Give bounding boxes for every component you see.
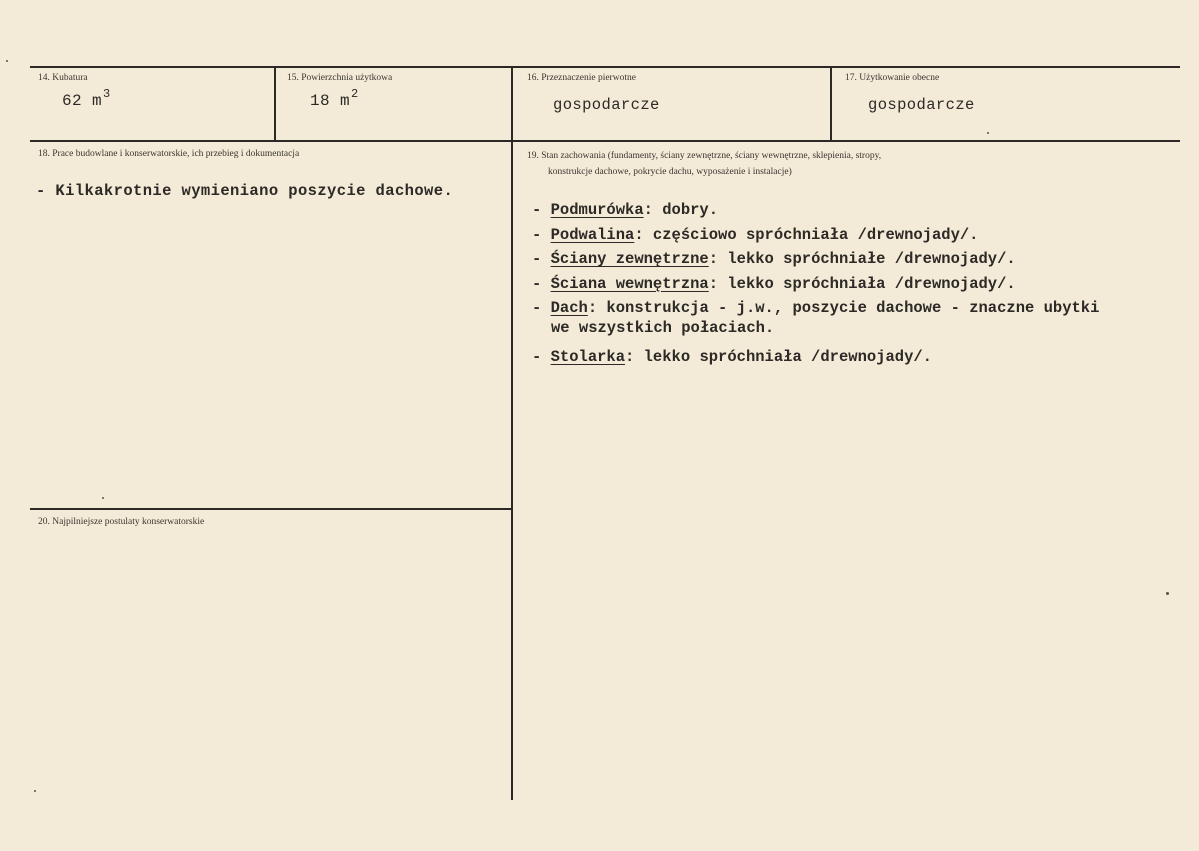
field-19-label-line2: konstrukcje dachowe, pokrycie dachu, wyposażenie i instalacje) — [548, 167, 792, 177]
paper-speck — [1166, 592, 1169, 595]
condition-item-text: : częściowo spróchniała /drewnojady/. — [634, 225, 979, 244]
section-divider-line — [30, 508, 513, 510]
paper-speck — [34, 790, 36, 792]
condition-item-key: Dach — [550, 299, 588, 317]
condition-item-key: Ściany zewnętrzne — [550, 250, 709, 268]
field-14-number: 62 m — [62, 92, 103, 110]
field-15-label: 15. Powierzchnia użytkowa — [287, 73, 393, 83]
top-border-line — [30, 66, 1180, 68]
condition-item-text: : lekko spróchniała /drewnojady/. — [625, 347, 932, 366]
paper-speck — [6, 60, 8, 62]
column-divider-1 — [274, 67, 276, 141]
field-18-label: 18. Prace budowlane i konserwatorskie, ich przebieg i dokumentacja — [38, 149, 300, 159]
column-divider-3 — [830, 67, 832, 141]
condition-item: - Ściany zewnętrzne: lekko spróchniałe /drewnojady/. — [532, 250, 1016, 268]
condition-item-text: : konstrukcja - j.w., poszycie dachowe - znaczne ubytki — [587, 299, 1100, 317]
field-15-value — [310, 87, 359, 110]
row-divider-line — [30, 140, 1180, 142]
field-16-label: 16. Przeznaczenie pierwotne — [527, 73, 636, 83]
condition-item-key: Podmurówka — [550, 201, 644, 219]
condition-item-key: Stolarka — [550, 347, 626, 366]
condition-item-key: Ściana wewnętrzna — [550, 274, 709, 293]
field-17-value: gospodarcze — [868, 96, 975, 114]
field-15-exponent: 2 — [351, 87, 359, 101]
field-15-number: 18 m — [310, 92, 351, 110]
condition-list — [532, 198, 1099, 369]
condition-item-text: : lekko spróchniałe /drewnojady/. — [708, 250, 1016, 268]
field-20-label: 20. Najpilniejsze postulaty konserwatorskie — [38, 517, 205, 527]
condition-item-key: Podwalina — [550, 225, 635, 244]
paper-speck — [102, 497, 104, 499]
field-16-value: gospodarcze — [553, 96, 660, 114]
field-19-label-line1: 19. Stan zachowania (fundamenty, ściany zewnętrzne, ściany wewnętrzne, sklepienia, stropy, — [527, 151, 882, 161]
column-divider-2 — [511, 67, 513, 800]
condition-item-text: : lekko spróchniała /drewnojady/. — [708, 274, 1016, 293]
field-18-value: - Kilkakrotnie wymieniano poszycie dachowe. — [36, 182, 454, 200]
condition-item: - Ściana wewnętrzna: lekko spróchniała /drewnojady/. — [532, 274, 1016, 293]
condition-item: - Podmurówka: dobry. — [532, 201, 719, 219]
field-17-label: 17. Użytkowanie obecne — [845, 73, 940, 83]
condition-item: - Dach: konstrukcja - j.w., poszycie dachowe - znaczne ubytki — [532, 299, 1100, 317]
condition-item-continuation: we wszystkich połaciach. — [551, 318, 775, 337]
condition-item: - Podwalina: częściowo spróchniała /drewnojady/. — [532, 225, 979, 244]
condition-item-text: : dobry. — [643, 201, 719, 219]
paper-speck — [987, 132, 989, 134]
condition-item: - Stolarka: lekko spróchniała /drewnojady/. — [532, 347, 932, 366]
field-14-label: 14. Kubatura — [38, 73, 88, 83]
field-14-exponent: 3 — [103, 87, 111, 101]
field-14-value — [62, 87, 111, 110]
